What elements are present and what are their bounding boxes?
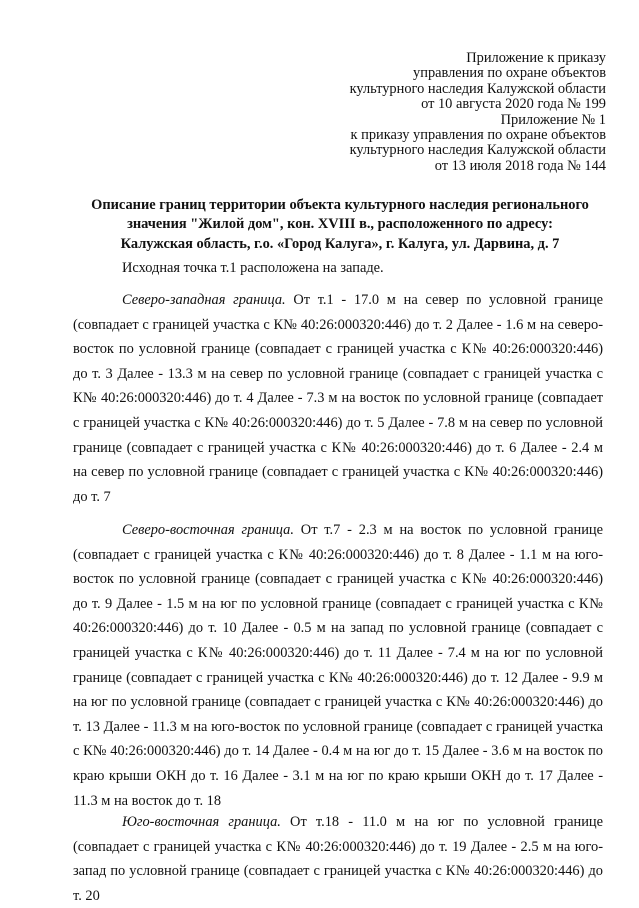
section-heading: Юго-восточная граница. (122, 814, 281, 830)
boundary-section-northwest (73, 288, 603, 509)
section-heading: Северо-восточная граница. (122, 522, 294, 538)
header-line: к приказу управления по охране объектов (350, 127, 606, 144)
header-line: от 10 августа 2020 года № 199 (421, 96, 606, 113)
section-heading: Северо-западная граница. (122, 292, 286, 308)
header-line: управления по охране объектов (413, 65, 606, 82)
header-line: культурного наследия Калужской области (349, 142, 606, 159)
section-text: От т.7 - 2.3 м на восток по условной границе (совпадает с границей участка с К№ 40:26:000320:446) до т. 8 Далее - 1.1 м на юго-восток по условной границе (совпадает с границей участка с К№ 40:26:000320:446) до т. 9 Далее - 1.5 м на юг по условной границе (совпадает с границей участка с К№ 40:26:000320:446) до т. 10 Далее - 0.5 м на запад по условной границе (совпадает с границей участка с К№ 40:26:000320:446) до т. 11 Далее - 7.4 м на юг по условной границе (совпадает с границей участка с К№ 40:26:000320:446) до т. 12 Далее - 9.9 м на юг по условной границе (совпадает с границей участка с К№ 40:26:000320:446) до т. 13 Далее - 11.3 м на юго-восток по условной границе (совпадает с границей участка с К№ 40:26:000320:446) до т. 14 Далее - 0.4 м на юг до т. 15 Далее - 3.6 м на восток по краю крыши ОКН до т. 16 Далее - 3.1 м на юг по краю крыши ОКН до т. 17 Далее - 11.3 м на восток до т. 18 (73, 522, 604, 809)
section-text: От т.1 - 17.0 м на север по условной границе (совпадает с границей участка с К№ 40:26:000320:446) до т. 2 Далее - 1.6 м на северо-восток по условной границе (совпадает с границей участка с К№ 40:26:000320:446) до т. 3 Далее - 13.3 м на север по условной границе (совпадает с границей участка с К№ 40:26:000320:446) до т. 4 Далее - 7.3 м на восток по условной границе (совпадает с границей участка с К№ 40:26:000320:446) до т. 5 Далее - 7.8 м на север по условной границе (совпадает с границей участка с К№ 40:26:000320:446) до т. 6 Далее - 2.4 м на север по условной границе (совпадает с границей участка с К№ 40:26:000320:446) до т. 7 (73, 292, 603, 505)
boundary-section-southeast (73, 810, 603, 908)
boundary-section-northeast (73, 518, 603, 813)
document-title (40, 196, 639, 254)
title-line: Калужская область, г.о. «Город Калуга», г. Калуга, ул. Дарвина, д. 7 (120, 235, 560, 252)
title-line: значения "Жилой дом", кон. XVIII в., расположенного по адресу: (127, 216, 553, 233)
header-line: Приложение № 1 (500, 111, 606, 128)
header-line: Приложение к приказу (466, 50, 606, 66)
section-text: От т.18 - 11.0 м на юг по условной границе (совпадает с границей участка с К№ 40:26:000320:446) до т. 19 Далее - 2.5 м на юго-запад по условной границе (совпадает с границей участка с К№ 40:26:000320:446) до т. 20 (73, 814, 603, 904)
header-line: культурного наследия Калужской области (349, 80, 606, 97)
appendix-header (276, 51, 606, 174)
header-line: от 13 июля 2018 года № 144 (434, 157, 606, 174)
start-point-text: Исходная точка т.1 расположена на западе. (122, 260, 384, 276)
title-line: Описание границ территории объекта культурного наследия регионального (91, 197, 589, 213)
